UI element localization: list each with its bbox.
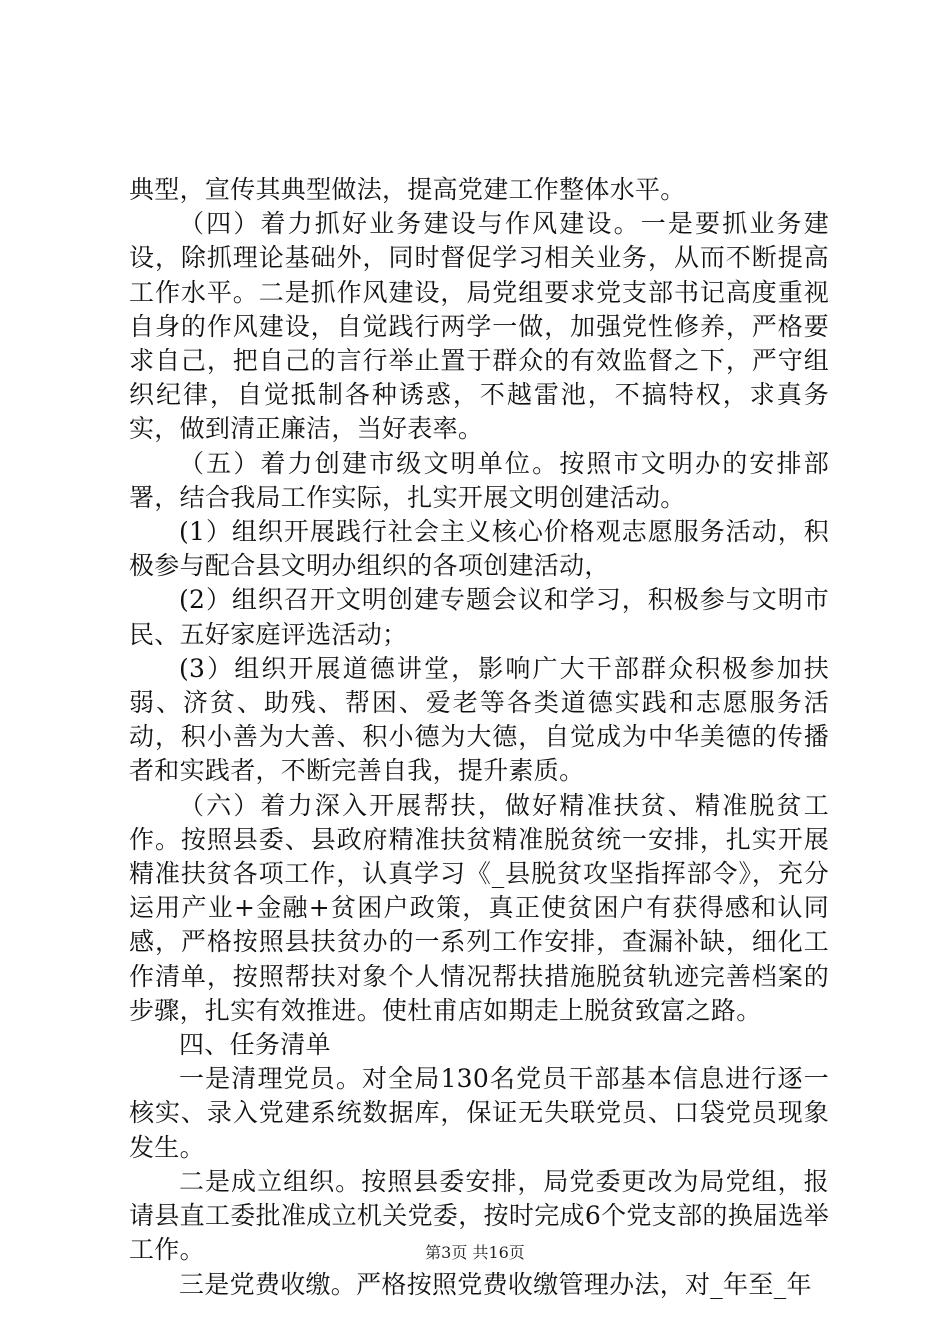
paragraph-continuation: 典型，宣传其典型做法，提高党建工作整体水平。 <box>129 175 686 204</box>
page-number-footer: 第3页 共16页 <box>425 1243 525 1262</box>
paragraph-item-3: (3）组织开展道德讲堂，影响广大干部群众积极参加扶弱、济贫、助残、帮困、爱老等各类道德实践和志愿服务活动，积小善为大善、积小德为大德，自觉成为中华美德的传播者和实践者，不断完善自我，提升素质。 <box>129 653 829 786</box>
document-body <box>129 173 829 1302</box>
paragraph-section-six: （六）着力深入开展帮扶，做好精准扶贫、精准脱贫工作。按照县委、县政府精准扶贫精准脱贫统一安排，扎实开展精准扶贫各项工作，认真学习《_县脱贫攻坚指挥部令》，充分运用产业+金融+贫困户政策，真正使贫困户有获得感和认同感，严格按照县扶贫办的一系列工作安排，查漏补缺，细化工作清单，按照帮扶对象个人情况帮扶措施脱贫轨迹完善档案的步骤，扎实有效推进。使杜甫店如期走上脱贫致富之路。 <box>129 790 829 1025</box>
paragraph-task-2: 二是成立组织。按照县委安排，局党委更改为局党组，报请县直工委批准成立机关党委，按时完成6个党支部的换届选举工作。 <box>129 1166 829 1265</box>
paragraph-section-five: （五）着力创建市级文明单位。按照市文明办的安排部署，结合我局工作实际，扎实开展文明创建活动。 <box>129 448 829 512</box>
heading-task-list: 四、任务清单 <box>179 1030 331 1060</box>
paragraph-item-1: (1）组织开展践行社会主义核心价格观志愿服务活动，积极参与配合县文明办组织的各项创建活动， <box>129 517 829 581</box>
paragraph-item-2: (2）组织召开文明创建专题会议和学习，积极参与文明市民、五好家庭评选活动； <box>129 585 829 649</box>
paragraph-section-four: （四）着力抓好业务建设与作风建设。一是要抓业务建设，除抓理论基础外，同时督促学习相关业务，从而不断提高工作水平。二是抓作风建设，局党组要求党支部书记高度重视自身的作风建设，自觉践行两学一做，加强党性修养，严格要求自己，把自己的言行举止置于群众的有效监督之下，严守组织纪律，自觉抵制各种诱惑，不越雷池，不搞特权，求真务实，做到清正廉洁，当好表率。 <box>129 209 829 444</box>
paragraph-task-1: 一是清理党员。对全局130名党员干部基本信息进行逐一核实、录入党建系统数据库，保证无失联党员、口袋党员现象发生。 <box>129 1064 829 1162</box>
paragraph-task-3: 三是党费收缴。严格按照党费收缴管理办法，对_年至_年 <box>179 1269 812 1299</box>
